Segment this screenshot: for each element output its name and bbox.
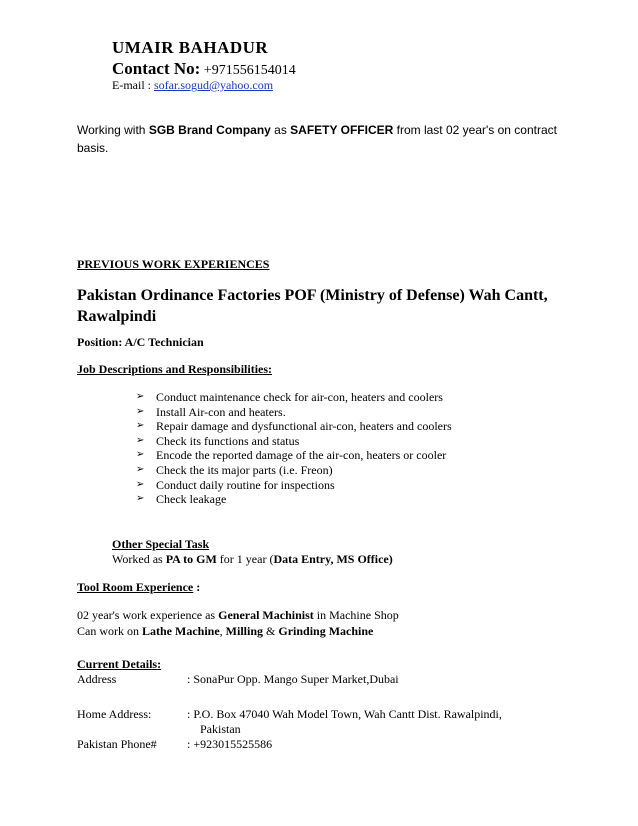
tr2-b: Milling — [225, 624, 264, 638]
current-details-colon: : — [157, 657, 162, 671]
tool-room-line-1 — [77, 608, 399, 623]
tr1-prefix: 02 year's work experience as — [77, 608, 219, 622]
email-label: E-mail : — [112, 78, 154, 92]
list-item-text: Check its functions and status — [156, 433, 300, 448]
other-special-task-heading: Other Special Task — [112, 537, 210, 551]
ost-middle: for 1 year ( — [216, 552, 274, 566]
arrow-bullet-icon: ➢ — [136, 420, 145, 432]
intro-suffix: from last 02 year's on contract basis. — [77, 123, 557, 155]
tr1-suffix: in Machine Shop — [313, 608, 399, 622]
previous-work-heading: PREVIOUS WORK EXPERIENCES — [77, 257, 270, 271]
other-special-task-text — [112, 552, 393, 567]
list-item-text: Check the its major parts (i.e. Freon) — [156, 462, 333, 477]
tr1-role: General Machinist — [218, 608, 314, 622]
address-label: Address — [77, 672, 117, 686]
list-item — [136, 405, 452, 420]
tool-room-colon: : — [193, 580, 201, 594]
list-item — [136, 434, 452, 449]
responsibilities-list — [136, 390, 452, 507]
arrow-bullet-icon: ➢ — [136, 463, 145, 475]
job-description-heading: Job Descriptions and Responsibilities: — [77, 362, 273, 376]
ost-role: PA to GM — [165, 552, 217, 566]
home-address-value-2: Pakistan — [200, 722, 241, 736]
list-item — [136, 448, 452, 463]
phone-label: Pakistan Phone# — [77, 737, 157, 751]
home-address-label: Home Address: — [77, 707, 152, 721]
arrow-bullet-icon: ➢ — [136, 434, 145, 446]
list-item — [136, 463, 452, 478]
contact-label: Contact No: — [112, 59, 201, 78]
list-item — [136, 492, 452, 507]
tr2-a: Lathe Machine — [142, 624, 220, 638]
home-address-value: : P.O. Box 47040 Wah Model Town, Wah Cantt Dist. Rawalpindi, — [187, 707, 502, 721]
tr2-prefix: Can work on — [77, 624, 142, 638]
contact-line — [112, 59, 296, 79]
tr2-sep1: , — [219, 624, 226, 638]
list-item-text: Conduct daily routine for inspections — [156, 477, 335, 492]
tr2-sep2: & — [263, 624, 279, 638]
intro-company: SGB Brand Company — [148, 123, 271, 137]
list-item-text: Conduct maintenance check for air-con, heaters and coolers — [156, 390, 443, 404]
list-item — [136, 419, 452, 434]
arrow-bullet-icon: ➢ — [136, 478, 145, 490]
ost-prefix: Worked as — [112, 552, 166, 566]
current-details-heading-text: Current Details — [77, 657, 158, 671]
email-link[interactable]: sofar.sogud@yahoo.com — [154, 78, 274, 92]
arrow-bullet-icon: ➢ — [136, 449, 145, 461]
arrow-bullet-icon: ➢ — [136, 391, 145, 402]
contact-number: +971556154014 — [203, 63, 296, 78]
position-title: Position: A/C Technician — [77, 335, 204, 349]
tr2-c: Grinding Machine — [278, 624, 374, 638]
tool-room-line-2 — [77, 624, 373, 639]
list-item-text: Check leakage — [156, 492, 227, 507]
current-details-heading — [77, 657, 161, 672]
email-line — [112, 78, 273, 93]
intro-prefix: Working with — [77, 123, 149, 137]
list-item — [136, 478, 452, 493]
list-item — [136, 390, 452, 405]
candidate-name: UMAIR BAHADUR — [112, 38, 269, 57]
intro-role: SAFETY OFFICER — [290, 123, 394, 137]
arrow-bullet-icon: ➢ — [136, 493, 145, 505]
ost-detail: Data Entry, MS Office) — [273, 552, 393, 566]
list-item-text: Encode the reported damage of the air-con, heaters or cooler — [156, 448, 447, 463]
list-item-text: Install Air-con and heaters. — [156, 404, 286, 419]
intro-as: as — [270, 123, 291, 137]
organization-name: Pakistan Ordinance Factories POF (Ministry of Defense) Wah Cantt, Rawalpindi — [77, 287, 548, 325]
list-item-text: Repair damage and dysfunctional air-con, heaters and coolers — [156, 419, 452, 434]
address-value: : SonaPur Opp. Mango Super Market,Dubai — [187, 672, 399, 686]
phone-value: : +923015525586 — [187, 737, 273, 751]
tool-room-heading-text: Tool Room Experience — [77, 580, 194, 594]
intro-paragraph — [77, 121, 557, 157]
arrow-bullet-icon: ➢ — [136, 405, 145, 417]
tool-room-heading — [77, 580, 200, 595]
